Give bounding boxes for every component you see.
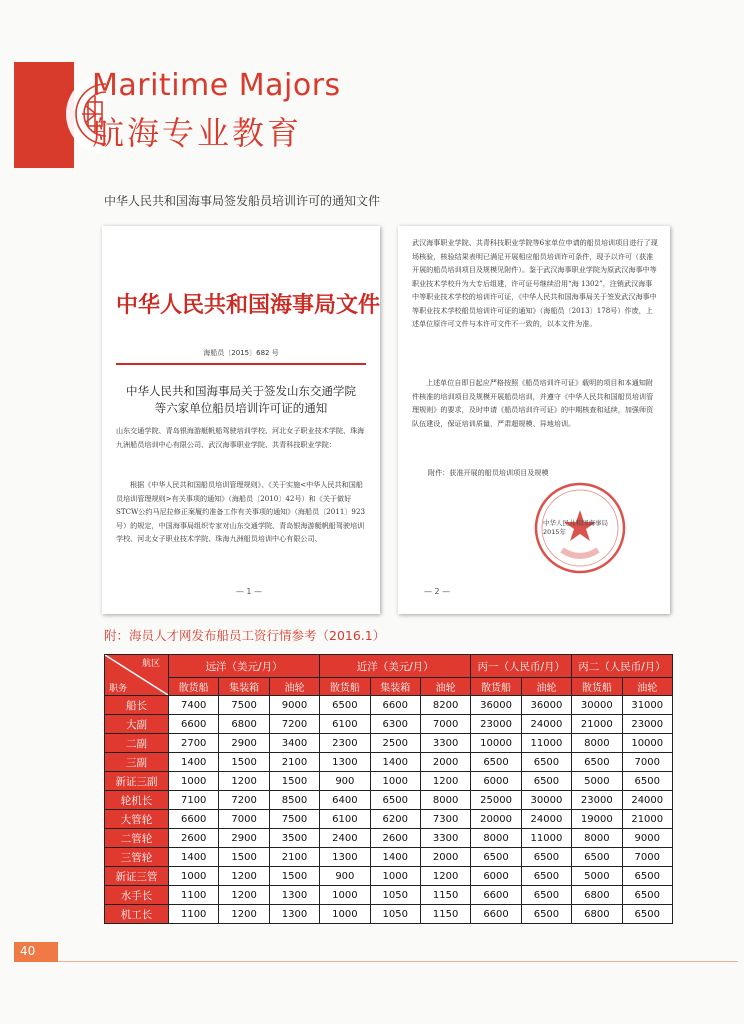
rank-cell: 三管轮 xyxy=(105,848,169,867)
salary-cell: 6600 xyxy=(471,886,521,905)
salary-table xyxy=(104,654,673,924)
salary-cell: 3400 xyxy=(269,734,319,753)
salary-cell: 7200 xyxy=(219,791,269,810)
salary-cell: 1400 xyxy=(169,753,219,772)
salary-cell: 6400 xyxy=(320,791,370,810)
rank-cell: 水手长 xyxy=(105,886,169,905)
salary-cell: 1200 xyxy=(219,772,269,791)
salary-cell: 6500 xyxy=(622,905,672,924)
salary-cell: 6500 xyxy=(471,848,521,867)
group-header-near-sea: 近洋（美元/月） xyxy=(320,655,471,678)
salary-cell: 11000 xyxy=(521,829,571,848)
salary-cell: 21000 xyxy=(622,810,672,829)
salary-cell: 6800 xyxy=(572,886,622,905)
salary-cell: 6500 xyxy=(622,886,672,905)
salary-cell: 1200 xyxy=(219,867,269,886)
rank-cell: 大管轮 xyxy=(105,810,169,829)
salary-cell: 8000 xyxy=(471,829,521,848)
salary-cell: 6200 xyxy=(370,810,420,829)
rank-cell: 大副 xyxy=(105,715,169,734)
salary-cell: 6500 xyxy=(521,772,571,791)
salary-cell: 6300 xyxy=(370,715,420,734)
table-row xyxy=(105,734,673,753)
subheader-cell: 散货船 xyxy=(572,678,622,696)
rank-cell: 机工长 xyxy=(105,905,169,924)
salary-cell: 900 xyxy=(320,772,370,791)
salary-cell: 6100 xyxy=(320,810,370,829)
document-heading-line1: 中华人民共和国海事局关于签发山东交通学院 xyxy=(126,384,356,398)
salary-cell: 7000 xyxy=(219,810,269,829)
salary-cell: 21000 xyxy=(572,715,622,734)
salary-cell: 6000 xyxy=(471,867,521,886)
salary-cell: 1100 xyxy=(169,886,219,905)
rank-cell: 新证三副 xyxy=(105,772,169,791)
salary-cell: 9000 xyxy=(269,696,319,715)
salary-cell: 6500 xyxy=(471,753,521,772)
salary-cell: 2000 xyxy=(420,753,470,772)
salary-cell: 1400 xyxy=(169,848,219,867)
salary-cell: 36000 xyxy=(471,696,521,715)
salary-cell: 1300 xyxy=(320,848,370,867)
document-heading xyxy=(116,383,366,417)
salary-cell: 2100 xyxy=(269,848,319,867)
salary-cell: 7000 xyxy=(420,715,470,734)
salary-cell: 10000 xyxy=(622,734,672,753)
subheader-cell: 油轮 xyxy=(622,678,672,696)
salary-cell: 23000 xyxy=(622,715,672,734)
salary-cell: 7100 xyxy=(169,791,219,810)
table-row xyxy=(105,867,673,886)
group-header-class-c2: 丙二（人民币/月） xyxy=(572,655,673,678)
subheader-cell: 油轮 xyxy=(521,678,571,696)
salary-cell: 25000 xyxy=(471,791,521,810)
rank-cell: 新证三管 xyxy=(105,867,169,886)
salary-cell: 30000 xyxy=(521,791,571,810)
document-red-rule xyxy=(116,363,366,365)
footer-page-number: 40 xyxy=(20,944,36,958)
footer-rule xyxy=(58,961,738,962)
table-row xyxy=(105,848,673,867)
salary-cell: 3300 xyxy=(420,734,470,753)
salary-cell: 8000 xyxy=(572,829,622,848)
salary-cell: 900 xyxy=(320,867,370,886)
table-row xyxy=(105,905,673,924)
document-heading-line2: 等六家单位船员培训许可证的通知 xyxy=(154,401,328,415)
salary-cell: 8200 xyxy=(420,696,470,715)
salary-cell: 1500 xyxy=(219,848,269,867)
salary-cell: 10000 xyxy=(471,734,521,753)
salary-cell: 19000 xyxy=(572,810,622,829)
salary-cell: 6500 xyxy=(521,867,571,886)
table-row xyxy=(105,791,673,810)
salary-cell: 1100 xyxy=(169,905,219,924)
salary-cell: 6600 xyxy=(370,696,420,715)
document-head: 中华人民共和国海事局文件 xyxy=(116,292,381,318)
salary-cell: 1000 xyxy=(370,867,420,886)
salary-cell: 2700 xyxy=(169,734,219,753)
salary-cell: 6500 xyxy=(572,753,622,772)
salary-cell: 1300 xyxy=(269,886,319,905)
subheader-cell: 散货船 xyxy=(471,678,521,696)
header-title-en: Maritime Majors xyxy=(92,68,341,103)
salary-cell: 2000 xyxy=(420,848,470,867)
rank-cell: 二管轮 xyxy=(105,829,169,848)
salary-cell: 8000 xyxy=(572,734,622,753)
salary-cell: 6600 xyxy=(169,715,219,734)
salary-cell: 30000 xyxy=(572,696,622,715)
salary-cell: 1050 xyxy=(370,905,420,924)
subheader-cell: 油轮 xyxy=(269,678,319,696)
group-header-ocean: 远洋（美元/月） xyxy=(169,655,320,678)
salary-cell: 6500 xyxy=(521,848,571,867)
document-attachment: 附件：获准开展的船员培训项目及规模 xyxy=(428,468,549,477)
salary-cell: 8500 xyxy=(269,791,319,810)
rank-cell: 轮机长 xyxy=(105,791,169,810)
document-body-requirements: 上述单位自即日起应严格按照《船员培训许可证》载明的项目和本通知附件核准的培训项目及规模开展船员培训，并遵守《中华人民共和国船员培训管理规则》的要求，及时申请《船员培训许可证》的中期核查和延续，加强师资队伍建设，保证培训质量，严肃超规模、异地培训。 xyxy=(412,378,654,428)
salary-cell: 23000 xyxy=(572,791,622,810)
salary-cell: 1000 xyxy=(169,772,219,791)
salary-cell: 6500 xyxy=(370,791,420,810)
salary-cell: 6800 xyxy=(219,715,269,734)
salary-cell: 24000 xyxy=(521,715,571,734)
header-title-zh: 航海专业教育 xyxy=(92,114,303,152)
salary-cell: 1400 xyxy=(370,753,420,772)
salary-cell: 1050 xyxy=(370,886,420,905)
salary-cell: 3500 xyxy=(269,829,319,848)
salary-cell: 5000 xyxy=(572,867,622,886)
salary-cell: 2500 xyxy=(370,734,420,753)
salary-cell: 1200 xyxy=(420,772,470,791)
salary-cell: 9000 xyxy=(622,829,672,848)
salary-cell: 6500 xyxy=(521,886,571,905)
seal-date: 2015年 xyxy=(543,528,567,536)
salary-cell: 2900 xyxy=(219,734,269,753)
table-row xyxy=(105,772,673,791)
salary-cell: 11000 xyxy=(521,734,571,753)
salary-cell: 2400 xyxy=(320,829,370,848)
salary-cell: 36000 xyxy=(521,696,571,715)
salary-cell: 24000 xyxy=(622,791,672,810)
salary-cell: 31000 xyxy=(622,696,672,715)
page-number-2: — 2 — xyxy=(424,587,451,596)
rank-cell: 船长 xyxy=(105,696,169,715)
salary-cell: 7300 xyxy=(420,810,470,829)
document-page-2 xyxy=(398,226,670,614)
table-subheader-row xyxy=(105,678,673,696)
table-row xyxy=(105,696,673,715)
document-body-continued: 武汉海事职业学院、共青科技职业学院等6家单位申请的船员培训项目进行了现场核验，核验结果表明已满足开展相应船员培训许可条件，现予以许可（获准开展的船员培训项目及规模见附件）。鉴于武汉海事职业学院为原武汉海事中等职业技术学校升为大专后组建，许可证号继续沿用“海 1302”，注销武汉海事中等职业技术学校的培训许可证，《中华人民共和国海事局关于签发武汉海事中等职业技术学校船员培训许可证的通知》（海船员〔2013〕178号）作废，上述单位原许可文件与本许可文件不一致的，以本文件为准。 xyxy=(412,238,658,328)
salary-cell: 1000 xyxy=(320,886,370,905)
salary-cell: 23000 xyxy=(471,715,521,734)
rank-cell: 三副 xyxy=(105,753,169,772)
salary-cell: 1300 xyxy=(269,905,319,924)
corner-rank-label: 职务 xyxy=(109,684,128,694)
salary-cell: 1150 xyxy=(420,886,470,905)
salary-cell: 6600 xyxy=(471,905,521,924)
salary-cell: 1500 xyxy=(269,772,319,791)
document-number: 海船员〔2015〕682 号 xyxy=(203,349,279,357)
table-corner-cell xyxy=(105,655,169,696)
table-row xyxy=(105,886,673,905)
subheader-cell: 油轮 xyxy=(420,678,470,696)
page-number-1: — 1 — xyxy=(235,587,262,596)
salary-cell: 7000 xyxy=(622,848,672,867)
salary-cell: 6500 xyxy=(622,867,672,886)
salary-cell: 1150 xyxy=(420,905,470,924)
salary-cell: 2100 xyxy=(269,753,319,772)
rank-cell: 二副 xyxy=(105,734,169,753)
salary-table-body xyxy=(105,696,673,924)
subheader-cell: 集装箱 xyxy=(370,678,420,696)
salary-cell: 2300 xyxy=(320,734,370,753)
seal-caption xyxy=(543,518,653,536)
subheader-cell: 散货船 xyxy=(169,678,219,696)
salary-cell: 6100 xyxy=(320,715,370,734)
subheader-cell: 散货船 xyxy=(320,678,370,696)
salary-cell: 7000 xyxy=(622,753,672,772)
salary-cell: 1200 xyxy=(420,867,470,886)
salary-cell: 1500 xyxy=(219,753,269,772)
salary-cell: 7200 xyxy=(269,715,319,734)
group-header-class-c1: 丙一（人民币/月） xyxy=(471,655,572,678)
salary-cell: 1200 xyxy=(219,886,269,905)
salary-cell: 2900 xyxy=(219,829,269,848)
document-address: 山东交通学院、青岛银海游艇帆船驾驶培训学校、河北女子职业技术学院、珠海九洲船员培训中心有限公司、武汉海事职业学院、共青科技职业学院： xyxy=(116,426,365,449)
salary-cell: 7500 xyxy=(269,810,319,829)
salary-cell: 20000 xyxy=(471,810,521,829)
salary-cell: 6500 xyxy=(622,772,672,791)
salary-cell: 1400 xyxy=(370,848,420,867)
document-page-1 xyxy=(102,226,380,614)
salary-cell: 6000 xyxy=(471,772,521,791)
table-row xyxy=(105,753,673,772)
seal-text: 中华人民共和国海事局 xyxy=(543,519,608,527)
salary-cell: 2600 xyxy=(370,829,420,848)
notice-caption: 中华人民共和国海事局签发船员培训许可的通知文件 xyxy=(104,194,381,208)
subheader-cell: 集装箱 xyxy=(219,678,269,696)
salary-cell: 1000 xyxy=(320,905,370,924)
salary-cell: 3300 xyxy=(420,829,470,848)
salary-cell: 1200 xyxy=(219,905,269,924)
salary-cell: 5000 xyxy=(572,772,622,791)
salary-cell: 6600 xyxy=(169,810,219,829)
salary-cell: 1500 xyxy=(269,867,319,886)
salary-cell: 6800 xyxy=(572,905,622,924)
table-row xyxy=(105,715,673,734)
table-row xyxy=(105,829,673,848)
salary-cell: 1300 xyxy=(320,753,370,772)
corner-area-label: 航区 xyxy=(141,659,160,669)
salary-cell: 6500 xyxy=(320,696,370,715)
salary-cell: 6500 xyxy=(572,848,622,867)
salary-cell: 8000 xyxy=(420,791,470,810)
salary-cell: 1000 xyxy=(169,867,219,886)
salary-cell: 7500 xyxy=(219,696,269,715)
document-body: 根据《中华人民共和国船员培训管理规则》、《关于实施<中华人民共和国船员培训管理规则>有关事项的通知》（海船员〔2010〕42号）和《关于做好STCW公约马尼拉修正案履约准备工作有关事项的通知》（海船员〔2011〕923号）的规定，中国海事局组织专家对山东交通学院、青岛银海游艇帆船驾驶培训学校、河北女子职业技术学院、珠海九洲船员培训中心有限公司、 xyxy=(116,480,365,543)
salary-cell: 2600 xyxy=(169,829,219,848)
salary-cell: 7400 xyxy=(169,696,219,715)
salary-caption: 附：海员人才网发布船员工资行情参考（2016.1） xyxy=(104,628,386,643)
salary-cell: 6500 xyxy=(521,905,571,924)
salary-cell: 1000 xyxy=(370,772,420,791)
table-row xyxy=(105,810,673,829)
salary-cell: 6500 xyxy=(521,753,571,772)
table-group-header-row xyxy=(105,655,673,678)
salary-cell: 24000 xyxy=(521,810,571,829)
